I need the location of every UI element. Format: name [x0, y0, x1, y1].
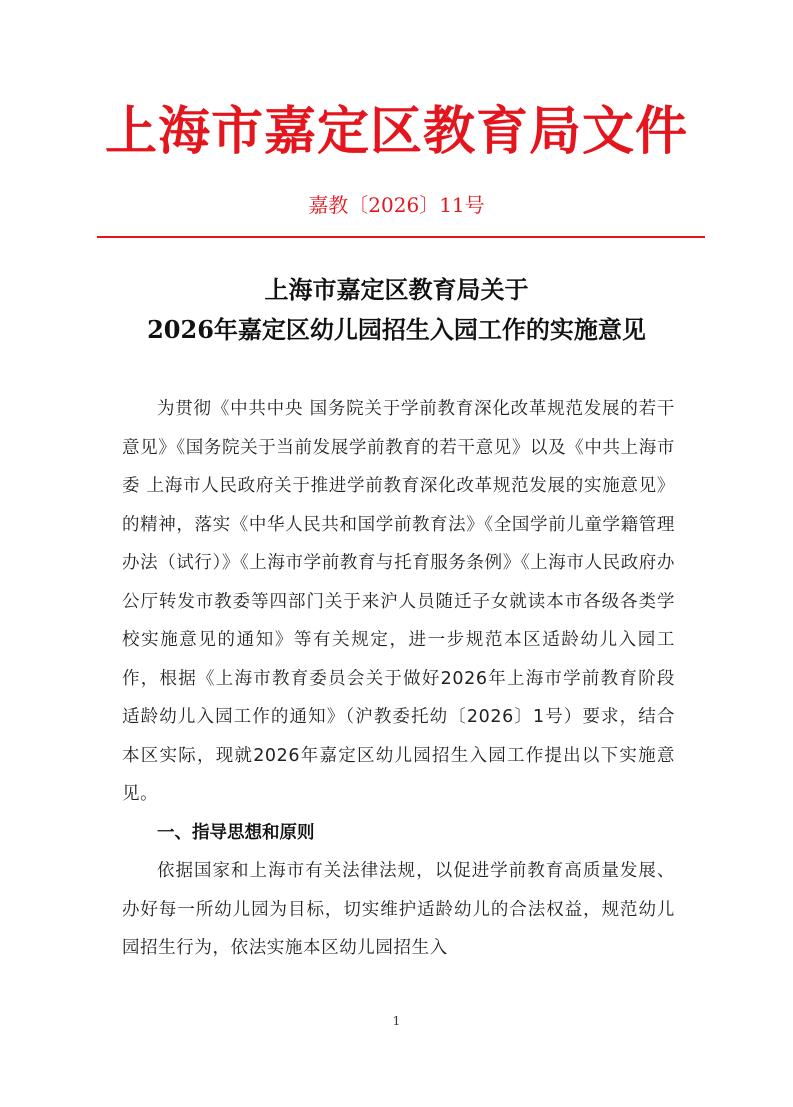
document-body: [122, 390, 675, 968]
section-heading-guiding-principles: 一、指导思想和原则: [157, 822, 315, 843]
intro-paragraph: 为贯彻《中共中央 国务院关于学前教育深化改革规范发展的若干意见》《国务院关于当前发展学前教育的若干意见》以及《中共上海市委 上海市人民政府关于推进学前教育深化改革规范发展的实施意见》的精神，落实《中华人民共和国学前教育法》《全国学前儿童学籍管理办法（试行）》《上海市学前教育与托育服务条例》《上海市人民政府办公厅转发市教委等四部门关于来沪人员随迁子女就读本市各级各类学校实施意见的通知》等有关规定，进一步规范本区适龄幼儿入园工作，根据《上海市教育委员会关于做好2026年上海市学前教育阶段适龄幼儿入园工作的通知》（沪教委托幼〔2026〕1号）要求，结合本区实际，现就2026年嘉定区幼儿园招生入园工作提出以下实施意见。: [122, 399, 675, 804]
document-number: 嘉教〔2026〕11号: [308, 193, 485, 217]
document-title-line-1: 上海市嘉定区教育局关于: [264, 275, 529, 304]
section-paragraph: 依据国家和上海市有关法律法规，以促进学前教育高质量发展、办好每一所幼儿园为目标，切实维护适龄幼儿的合法权益，规范幼儿园招生行为，依法实施本区幼儿园招生入: [122, 861, 675, 958]
red-divider-line: [97, 236, 705, 238]
document-title-line-2: 2026年嘉定区幼儿园招生入园工作的实施意见: [147, 315, 646, 344]
document-masthead: 上海市嘉定区教育局文件: [104, 101, 688, 162]
page-number: 1: [392, 1014, 401, 1028]
